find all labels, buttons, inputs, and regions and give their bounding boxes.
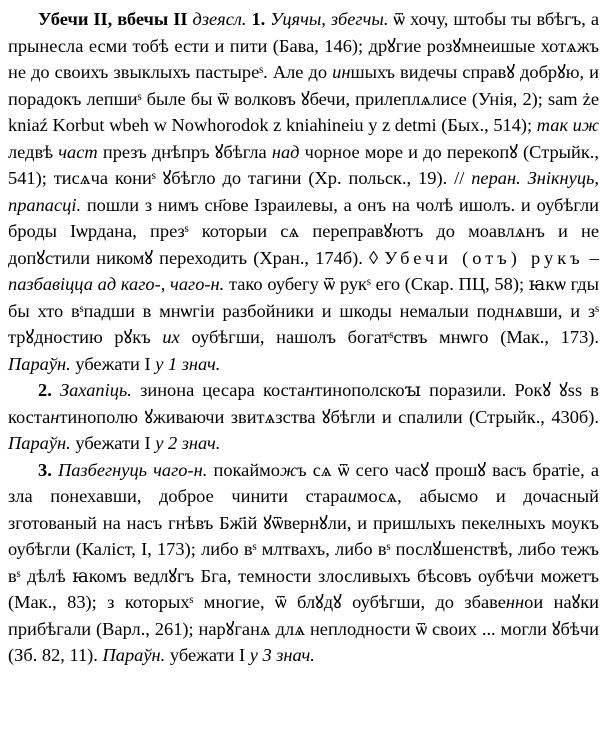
- cross-reference-sense: у 3 знач.: [249, 645, 315, 665]
- entry-paragraph-sense-3: [8, 457, 599, 669]
- italic-fragment: нн: [505, 592, 525, 612]
- compare-label: Параўн.: [8, 433, 71, 453]
- quotation-text: ѿ хочу, штобы ты вбѣгъ, а прынесла есми тобѣ ести и пити (Бава, 146); дрꙋгие розꙋмнеишые хотѧжъ не до своихъ звыклыхъ пастыреˢ. Але до: [8, 9, 599, 82]
- italic-fragment: их: [162, 327, 180, 347]
- quotation-text: шыхъ видечы справꙋ добрꙋю, и порадокъ лепшиˢ быле бы ѿ волковъ ꙋбечи, прилеплѧлисе (Унія, 2); sam że kniaź Korbut wbeh w Nowhorodok z kniahineiu y z detmi (Бых., 514);: [8, 62, 599, 135]
- italic-fragment: ин: [332, 62, 351, 82]
- quotation-text: мосѧ, абысмо и дочасный зготованый на насъ гнѣвъ Бж҃ій ꙋѿвернꙋли, и пришлыхъ пекелныхъ моукъ оубѣгли (Каліст, I, 173); либо вˢ млтвахъ, либо вˢ послꙋшенствѣ, либо тежъ вˢ дѣлѣ ꙗкомъ ведлꙋгъ Бга, темности злосливыхъ бѣсовъ оубѣчи можетъ (Мак., 83); з которыхˢ многие, ѿ блꙋдꙋ оубѣгши, до збаве: [8, 486, 599, 612]
- quotation-text: зинона цесара коста: [131, 380, 306, 400]
- compare-label: Параўн.: [102, 645, 166, 665]
- cross-reference-sense: у 1 знач.: [155, 353, 221, 374]
- cross-reference-sense: у 2 знач.: [155, 433, 221, 453]
- quotation-text: ледвѣ: [8, 141, 59, 162]
- sense-gloss: Уцячы, збегчы.: [270, 9, 389, 29]
- cross-reference: убежати I: [165, 645, 250, 665]
- entry-paragraph-sense-1: [8, 6, 599, 377]
- sense-number: 3.: [38, 459, 52, 480]
- figurative-gloss: перан. Знікнуць, прапасці.: [8, 168, 599, 215]
- italic-fragment: над: [271, 141, 300, 162]
- grammar-label: дзеясл.: [192, 9, 247, 29]
- italic-fragment: ж: [280, 459, 298, 480]
- italic-fragment: и: [347, 486, 357, 506]
- idiom-gloss: пазбавіцца ад каго-, чаго-н.: [8, 274, 225, 294]
- entry-paragraph-sense-2: [8, 377, 599, 457]
- quotation-text: презъ днѣпръ ꙋбѣгла: [97, 141, 272, 162]
- sense-number: 2.: [38, 380, 52, 400]
- quotation-text: оубѣгши, нашолъ богатˢствъ мнѡго (Мак., 173).: [179, 327, 599, 347]
- quotation-text: чорное море и до перекопꙋ (Стрыйк., 541); тисѧча кониˢ ꙋбѣгло до тагини (Хр. польск., 19). //: [8, 141, 599, 188]
- quotation-text: ъ сѧ ѿ сего часꙋ прошꙋ васъ братіе, а зла понехавши, доброе чинити стара: [8, 459, 599, 506]
- italic-fragment: н: [50, 406, 60, 427]
- quotation-text: ои наꙋки прибѣгали (Варл., 261); нарꙋганѧ длѧ неплодности ѿ своих ... могли ꙋбѣчи (Зб. 82, 11).: [8, 592, 600, 665]
- quotation-text: покаймо: [207, 459, 281, 480]
- quotation-text: тинополскоꙑ поразили. Рокꙋ ꙋѕѕ в коста: [8, 380, 599, 427]
- cross-reference: убежати I: [70, 353, 156, 374]
- sense-gloss: Пазбегнуць чаго-н.: [57, 459, 208, 480]
- compare-label: Параўн.: [8, 353, 71, 374]
- sense-gloss: Захапіць.: [60, 380, 132, 400]
- italic-fragment: так иж: [536, 115, 599, 135]
- cross-reference: убежати I: [70, 433, 156, 453]
- idiom-phrase: Убечи (отъ) рукъ: [384, 247, 584, 268]
- quotation-text: пошли з нимъ сн҃ове Ізраилевы, а онъ на чолѣ ишолъ. и оубѣгли броды Іѡрдана, презˢ которыи сѧ переправꙋютъ до моавлѧнъ и не допꙋстили никомꙋ переходить (Хран., 174б). ◊: [8, 194, 599, 268]
- italic-fragment: н: [305, 380, 315, 400]
- quotation-text: тако оубегу ѿ рукˢ его (Скар. ПЦ, 58); ꙗкѡ гды бы хто вˢпадши в мнѡгіи разбойники и шкоды немалыи поднѧвши, и зˢ трꙋдностию рꙋкъ: [8, 274, 599, 347]
- sense-number: 1.: [251, 9, 266, 29]
- quotation-text: –: [583, 247, 600, 268]
- italic-fragment: част: [58, 141, 98, 162]
- quotation-text: тинополю ꙋживаючи звитѧзства ꙋбѣгли и спалили (Стрыйк., 430б).: [59, 406, 599, 427]
- headword: Убечи II, вбечы II: [38, 9, 188, 29]
